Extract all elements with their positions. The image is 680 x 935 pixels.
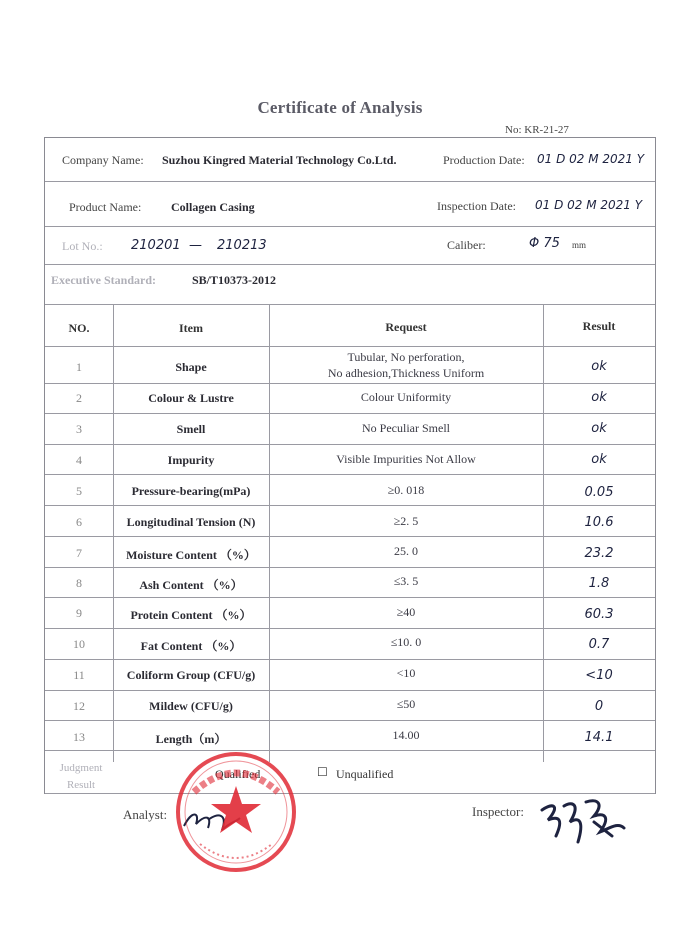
row-request: Visible Impurities Not Allow: [336, 452, 476, 466]
row-result: ok: [591, 421, 607, 436]
row-item: Protein Content （%）: [130, 608, 252, 622]
certificate-number: No: KR-21-27: [505, 124, 569, 136]
row-result: 14.1: [584, 730, 614, 745]
row-request: ≥40: [396, 605, 416, 619]
row-request: No Peculiar Smell: [362, 421, 450, 435]
row-request: <10: [396, 666, 416, 680]
row-request: ≤3. 5: [393, 574, 419, 588]
row-no: 11: [73, 668, 85, 682]
row-result: 23.2: [584, 546, 614, 561]
unqualified-checkbox: ☐: [317, 765, 328, 779]
lot-to: 210213: [217, 238, 267, 253]
row-item: Pressure-bearing(mPa): [131, 484, 251, 498]
product-name: Collagen Casing: [171, 200, 255, 214]
standard-value: SB/T10373-2012: [192, 273, 277, 287]
row-no: 10: [73, 637, 85, 651]
row-item: Colour & Lustre: [148, 391, 234, 405]
caliber-label: Caliber:: [447, 238, 486, 252]
row-no: 6: [76, 515, 82, 529]
row-request: ≥0. 018: [387, 483, 425, 497]
header-no: NO.: [68, 321, 90, 335]
row-result: ok: [591, 390, 607, 405]
document-title: Certificate of Analysis: [257, 98, 423, 117]
row-item: Moisture Content （%）: [126, 548, 256, 562]
row-no: 5: [76, 484, 82, 498]
row-no: 12: [73, 699, 85, 713]
row-request: 14.00: [392, 728, 420, 742]
inspector-signature: [534, 792, 634, 850]
row-request: Tubular, No perforation,: [347, 350, 465, 364]
row-item: Shape: [175, 360, 207, 374]
lot-label: Lot No.:: [62, 239, 103, 253]
row-result: ok: [591, 452, 607, 467]
inspection-date-value: 01 D 02 M 2021 Y: [535, 198, 643, 212]
standard-label: Executive Standard:: [51, 273, 156, 287]
row-no: 4: [76, 453, 82, 467]
row-result: 0: [594, 699, 604, 714]
header-request: Request: [385, 320, 427, 334]
lot-from: 210201: [131, 238, 181, 253]
row-no: 1: [76, 360, 82, 374]
row-item: Impurity: [167, 453, 215, 467]
unqualified-option: Unqualified: [336, 767, 394, 781]
row-item: Fat Content （%）: [140, 639, 242, 653]
product-label: Product Name:: [69, 200, 142, 214]
row-request: ≥2. 5: [393, 514, 419, 528]
row-result: 1.8: [588, 576, 610, 591]
inspector-label: Inspector:: [472, 804, 524, 819]
header-item: Item: [179, 321, 203, 335]
inspection-date-label: Inspection Date:: [437, 199, 516, 213]
company-seal: [172, 748, 300, 876]
production-date-label: Production Date:: [443, 153, 525, 167]
caliber-unit: mm: [572, 240, 587, 250]
row-result: 0.7: [588, 637, 610, 652]
analyst-label: Analyst:: [123, 807, 168, 822]
row-no: 3: [76, 422, 82, 436]
row-result: 10.6: [584, 515, 614, 530]
row-request: ≤50: [396, 697, 416, 711]
row-result: 0.05: [584, 485, 614, 500]
row-result: ok: [591, 359, 607, 374]
caliber-value: Φ 75: [529, 236, 560, 251]
row-item: Ash Content （%）: [139, 578, 243, 592]
row-item: Length（m）: [155, 732, 227, 746]
row-no: 13: [73, 730, 85, 744]
row-request-line2: No adhesion,Thickness Uniform: [327, 366, 485, 380]
row-item: Coliform Group (CFU/g): [126, 668, 256, 682]
judgment-label: Judgment Result: [59, 762, 103, 791]
company-name: Suzhou Kingred Material Technology Co.Ltd.: [162, 153, 397, 167]
row-item: Mildew (CFU/g): [149, 699, 233, 713]
row-request: ≤10. 0: [390, 635, 422, 649]
row-no: 9: [76, 606, 82, 620]
row-request: Colour Uniformity: [360, 390, 452, 404]
header-result: Result: [582, 319, 616, 333]
row-item: Longitudinal Tension (N): [126, 515, 256, 529]
row-no: 8: [76, 576, 82, 590]
row-result: 60.3: [584, 607, 614, 622]
row-request: 25. 0: [394, 544, 418, 558]
lot-dash: —: [189, 238, 202, 253]
certificate-form: [44, 137, 656, 794]
row-no: 2: [76, 391, 82, 405]
production-date-value: 01 D 02 M 2021 Y: [537, 152, 645, 166]
company-label: Company Name:: [62, 153, 144, 167]
row-result: <10: [585, 668, 613, 683]
qualified-option: Qualified: [215, 767, 261, 781]
row-item: Smell: [176, 422, 206, 436]
row-no: 7: [76, 546, 82, 560]
